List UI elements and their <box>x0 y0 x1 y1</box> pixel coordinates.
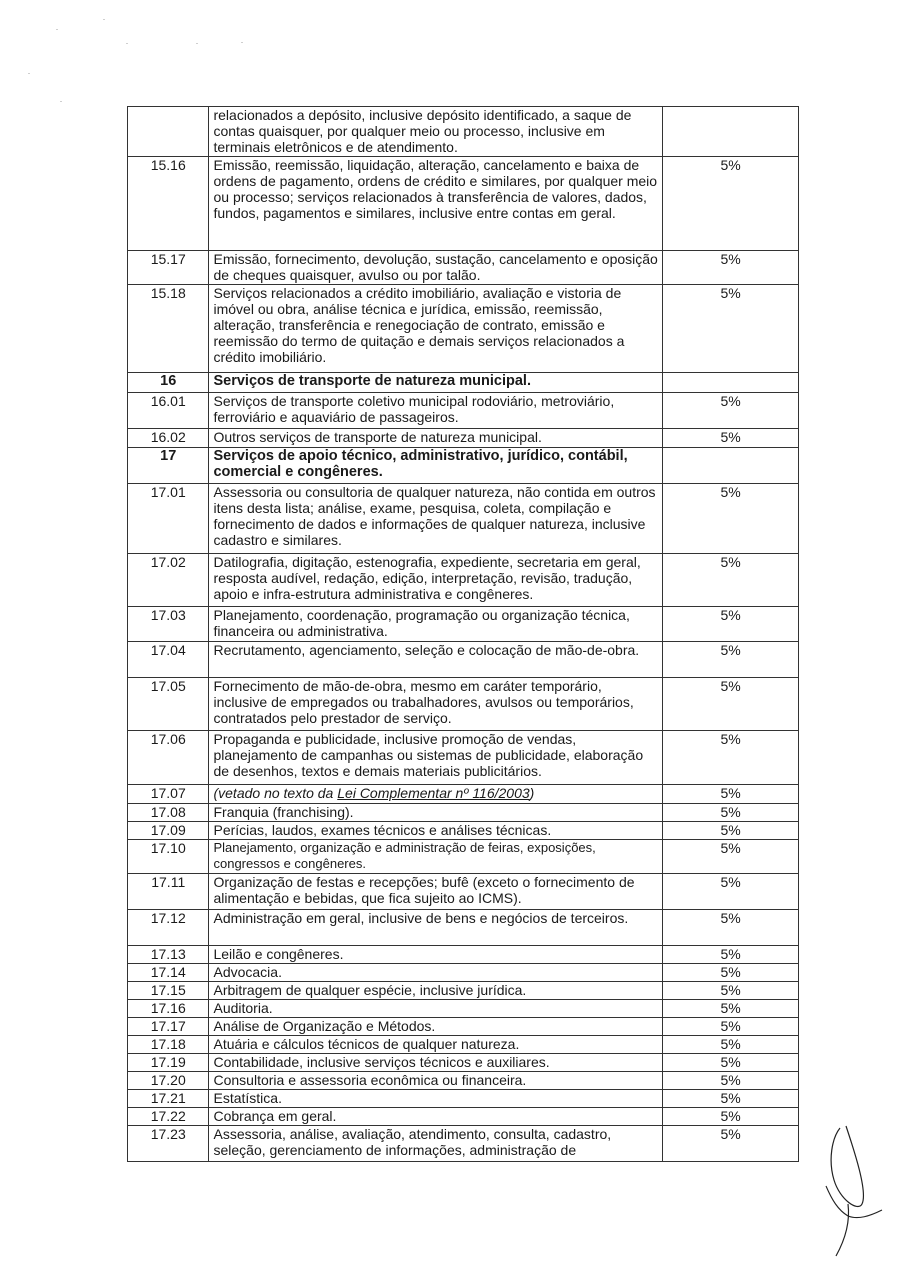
item-code: 17.20 <box>128 1072 209 1090</box>
section-code: 16 <box>128 373 209 393</box>
item-description: Datilografia, digitação, estenografia, expediente, secretaria em geral, resposta audível, redação, edição, interpretação, revisão, tradução, apoio e infra-estrutura administrativa e congêneres. <box>209 554 663 607</box>
table-row <box>128 1054 799 1072</box>
item-code: 17.23 <box>128 1126 209 1162</box>
item-code: 17.22 <box>128 1108 209 1126</box>
law-reference-link[interactable]: Lei Complementar nº 116/2003 <box>337 785 530 801</box>
item-code: 17.15 <box>128 982 209 1000</box>
table-row <box>128 1090 799 1108</box>
scan-speck <box>28 73 30 74</box>
item-rate <box>663 448 799 484</box>
table-row <box>128 157 799 251</box>
item-code: 17.18 <box>128 1036 209 1054</box>
item-code: 17.01 <box>128 484 209 554</box>
table-row <box>128 642 799 678</box>
table-row <box>128 982 799 1000</box>
item-description: Perícias, laudos, exames técnicos e análises técnicas. <box>209 822 663 840</box>
section-row <box>128 448 799 484</box>
table-row <box>128 1036 799 1054</box>
item-description: Emissão, reemissão, liquidação, alteração, cancelamento e baixa de ordens de pagamento, ordens de crédito e similares, por qualquer meio ou processo; serviços relacionados à transferência de valores, dados, fundos, pagamentos e similares, inclusive entre contas em geral. <box>209 157 663 251</box>
item-rate: 5% <box>663 822 799 840</box>
item-description: Franquia (franchising). <box>209 804 663 822</box>
item-description: Assessoria, análise, avaliação, atendimento, consulta, cadastro, seleção, gerenciamento de informações, administração de <box>209 1126 663 1162</box>
table-row <box>128 393 799 429</box>
item-description <box>209 785 663 804</box>
table-row <box>128 484 799 554</box>
item-rate: 5% <box>663 982 799 1000</box>
table-row <box>128 1108 799 1126</box>
item-rate: 5% <box>663 251 799 285</box>
item-description: Serviços de transporte coletivo municipal rodoviário, metroviário, ferroviário e aquaviário de passageiros. <box>209 393 663 429</box>
item-description: Atuária e cálculos técnicos de qualquer natureza. <box>209 1036 663 1054</box>
item-code: 17.13 <box>128 946 209 964</box>
section-code: 17 <box>128 448 209 484</box>
item-description: Consultoria e assessoria econômica ou financeira. <box>209 1072 663 1090</box>
table-row <box>128 731 799 785</box>
table-row <box>128 1000 799 1018</box>
scan-speck <box>241 42 243 43</box>
item-description: Administração em geral, inclusive de bens e negócios de terceiros. <box>209 910 663 946</box>
table-row <box>128 785 799 804</box>
table-row <box>128 964 799 982</box>
scan-speck <box>126 43 128 44</box>
item-code: 16.01 <box>128 393 209 429</box>
item-code: 15.16 <box>128 157 209 251</box>
item-rate: 5% <box>663 785 799 804</box>
item-rate: 5% <box>663 910 799 946</box>
item-description: Leilão e congêneres. <box>209 946 663 964</box>
item-code: 17.11 <box>128 874 209 910</box>
table-row <box>128 251 799 285</box>
item-code: 17.03 <box>128 607 209 642</box>
item-description: Planejamento, coordenação, programação ou organização técnica, financeira ou administrativa. <box>209 607 663 642</box>
item-rate: 5% <box>663 1090 799 1108</box>
item-description: Recrutamento, agenciamento, seleção e colocação de mão-de-obra. <box>209 642 663 678</box>
item-rate: 5% <box>663 1036 799 1054</box>
item-rate: 5% <box>663 607 799 642</box>
item-description: Planejamento, organização e administração de feiras, exposições, congressos e congêneres. <box>209 840 663 874</box>
item-rate: 5% <box>663 157 799 251</box>
item-rate: 5% <box>663 393 799 429</box>
service-list-table <box>127 106 799 1162</box>
section-title: Serviços de transporte de natureza municipal. <box>209 373 663 393</box>
item-code: 17.21 <box>128 1090 209 1108</box>
item-description: Cobrança em geral. <box>209 1108 663 1126</box>
item-rate: 5% <box>663 642 799 678</box>
item-code: 17.10 <box>128 840 209 874</box>
table-row <box>128 678 799 731</box>
item-rate: 5% <box>663 1072 799 1090</box>
item-description: Análise de Organização e Métodos. <box>209 1018 663 1036</box>
item-rate: 5% <box>663 554 799 607</box>
table-row <box>128 607 799 642</box>
item-description: Organização de festas e recepções; bufê (exceto o fornecimento de alimentação e bebidas, que fica sujeito ao ICMS). <box>209 874 663 910</box>
item-code: 17.04 <box>128 642 209 678</box>
scan-speck <box>56 29 58 30</box>
item-rate: 5% <box>663 678 799 731</box>
table-row <box>128 429 799 448</box>
item-rate: 5% <box>663 946 799 964</box>
item-code: 16.02 <box>128 429 209 448</box>
scan-speck <box>60 101 62 102</box>
item-description: relacionados a depósito, inclusive depósito identificado, a saque de contas quaisquer, por qualquer meio ou processo, inclusive em terminais eletrônicos e de atendimento. <box>209 107 663 157</box>
item-code: 17.05 <box>128 678 209 731</box>
item-rate: 5% <box>663 731 799 785</box>
item-description: Outros serviços de transporte de natureza municipal. <box>209 429 663 448</box>
item-code: 17.14 <box>128 964 209 982</box>
item-description: Assessoria ou consultoria de qualquer natureza, não contida em outros itens desta lista; análise, exame, pesquisa, coleta, compilação e fornecimento de dados e informações de qualquer natureza, inclusive cadastro e similares. <box>209 484 663 554</box>
table-row <box>128 1018 799 1036</box>
item-rate: 5% <box>663 1108 799 1126</box>
table-row <box>128 822 799 840</box>
item-code: 17.08 <box>128 804 209 822</box>
item-code <box>128 107 209 157</box>
item-description: Auditoria. <box>209 1000 663 1018</box>
scan-speck <box>103 19 105 20</box>
table-row <box>128 285 799 373</box>
table-row <box>128 804 799 822</box>
item-description: Propaganda e publicidade, inclusive promoção de vendas, planejamento de campanhas ou sistemas de publicidade, elaboração de desenhos, textos e demais materiais publicitários. <box>209 731 663 785</box>
item-rate <box>663 373 799 393</box>
item-description: Arbitragem de qualquer espécie, inclusive jurídica. <box>209 982 663 1000</box>
item-description: Contabilidade, inclusive serviços técnicos e auxiliares. <box>209 1054 663 1072</box>
vetoed-note-prefix: (vetado no texto da <box>213 785 338 801</box>
item-rate: 5% <box>663 1126 799 1162</box>
item-description: Serviços relacionados a crédito imobiliário, avaliação e vistoria de imóvel ou obra, análise técnica e jurídica, emissão, reemissão, alteração, transferência e renegociação de contrato, emissão e reemissão do termo de quitação e demais serviços relacionados a crédito imobiliário. <box>209 285 663 373</box>
handwritten-initials-signature <box>818 1120 888 1260</box>
table-row <box>128 554 799 607</box>
table-row <box>128 1072 799 1090</box>
item-rate: 5% <box>663 1000 799 1018</box>
vetoed-note-suffix: ) <box>529 785 535 801</box>
table-row <box>128 910 799 946</box>
item-code: 17.17 <box>128 1018 209 1036</box>
table-row <box>128 874 799 910</box>
item-code: 17.02 <box>128 554 209 607</box>
item-rate: 5% <box>663 285 799 373</box>
item-rate: 5% <box>663 874 799 910</box>
item-code: 15.18 <box>128 285 209 373</box>
item-rate: 5% <box>663 964 799 982</box>
item-rate: 5% <box>663 1054 799 1072</box>
item-rate: 5% <box>663 484 799 554</box>
item-rate <box>663 107 799 157</box>
table-row <box>128 107 799 157</box>
item-code: 17.06 <box>128 731 209 785</box>
item-description: Fornecimento de mão-de-obra, mesmo em caráter temporário, inclusive de empregados ou trabalhadores, avulsos ou temporários, contratados pelo prestador de serviço. <box>209 678 663 731</box>
item-description: Advocacia. <box>209 964 663 982</box>
scan-speck <box>196 43 198 44</box>
table-row <box>128 946 799 964</box>
item-code: 17.16 <box>128 1000 209 1018</box>
table-row <box>128 840 799 874</box>
item-rate: 5% <box>663 804 799 822</box>
section-title: Serviços de apoio técnico, administrativo, jurídico, contábil, comercial e congêneres. <box>209 448 663 484</box>
item-rate: 5% <box>663 840 799 874</box>
item-rate: 5% <box>663 429 799 448</box>
item-description: Estatística. <box>209 1090 663 1108</box>
item-code: 15.17 <box>128 251 209 285</box>
item-description: Emissão, fornecimento, devolução, sustação, cancelamento e oposição de cheques quaisquer, avulso ou por talão. <box>209 251 663 285</box>
table-row <box>128 1126 799 1162</box>
item-code: 17.19 <box>128 1054 209 1072</box>
item-code: 17.12 <box>128 910 209 946</box>
item-rate: 5% <box>663 1018 799 1036</box>
section-row <box>128 373 799 393</box>
item-code: 17.09 <box>128 822 209 840</box>
item-code: 17.07 <box>128 785 209 804</box>
